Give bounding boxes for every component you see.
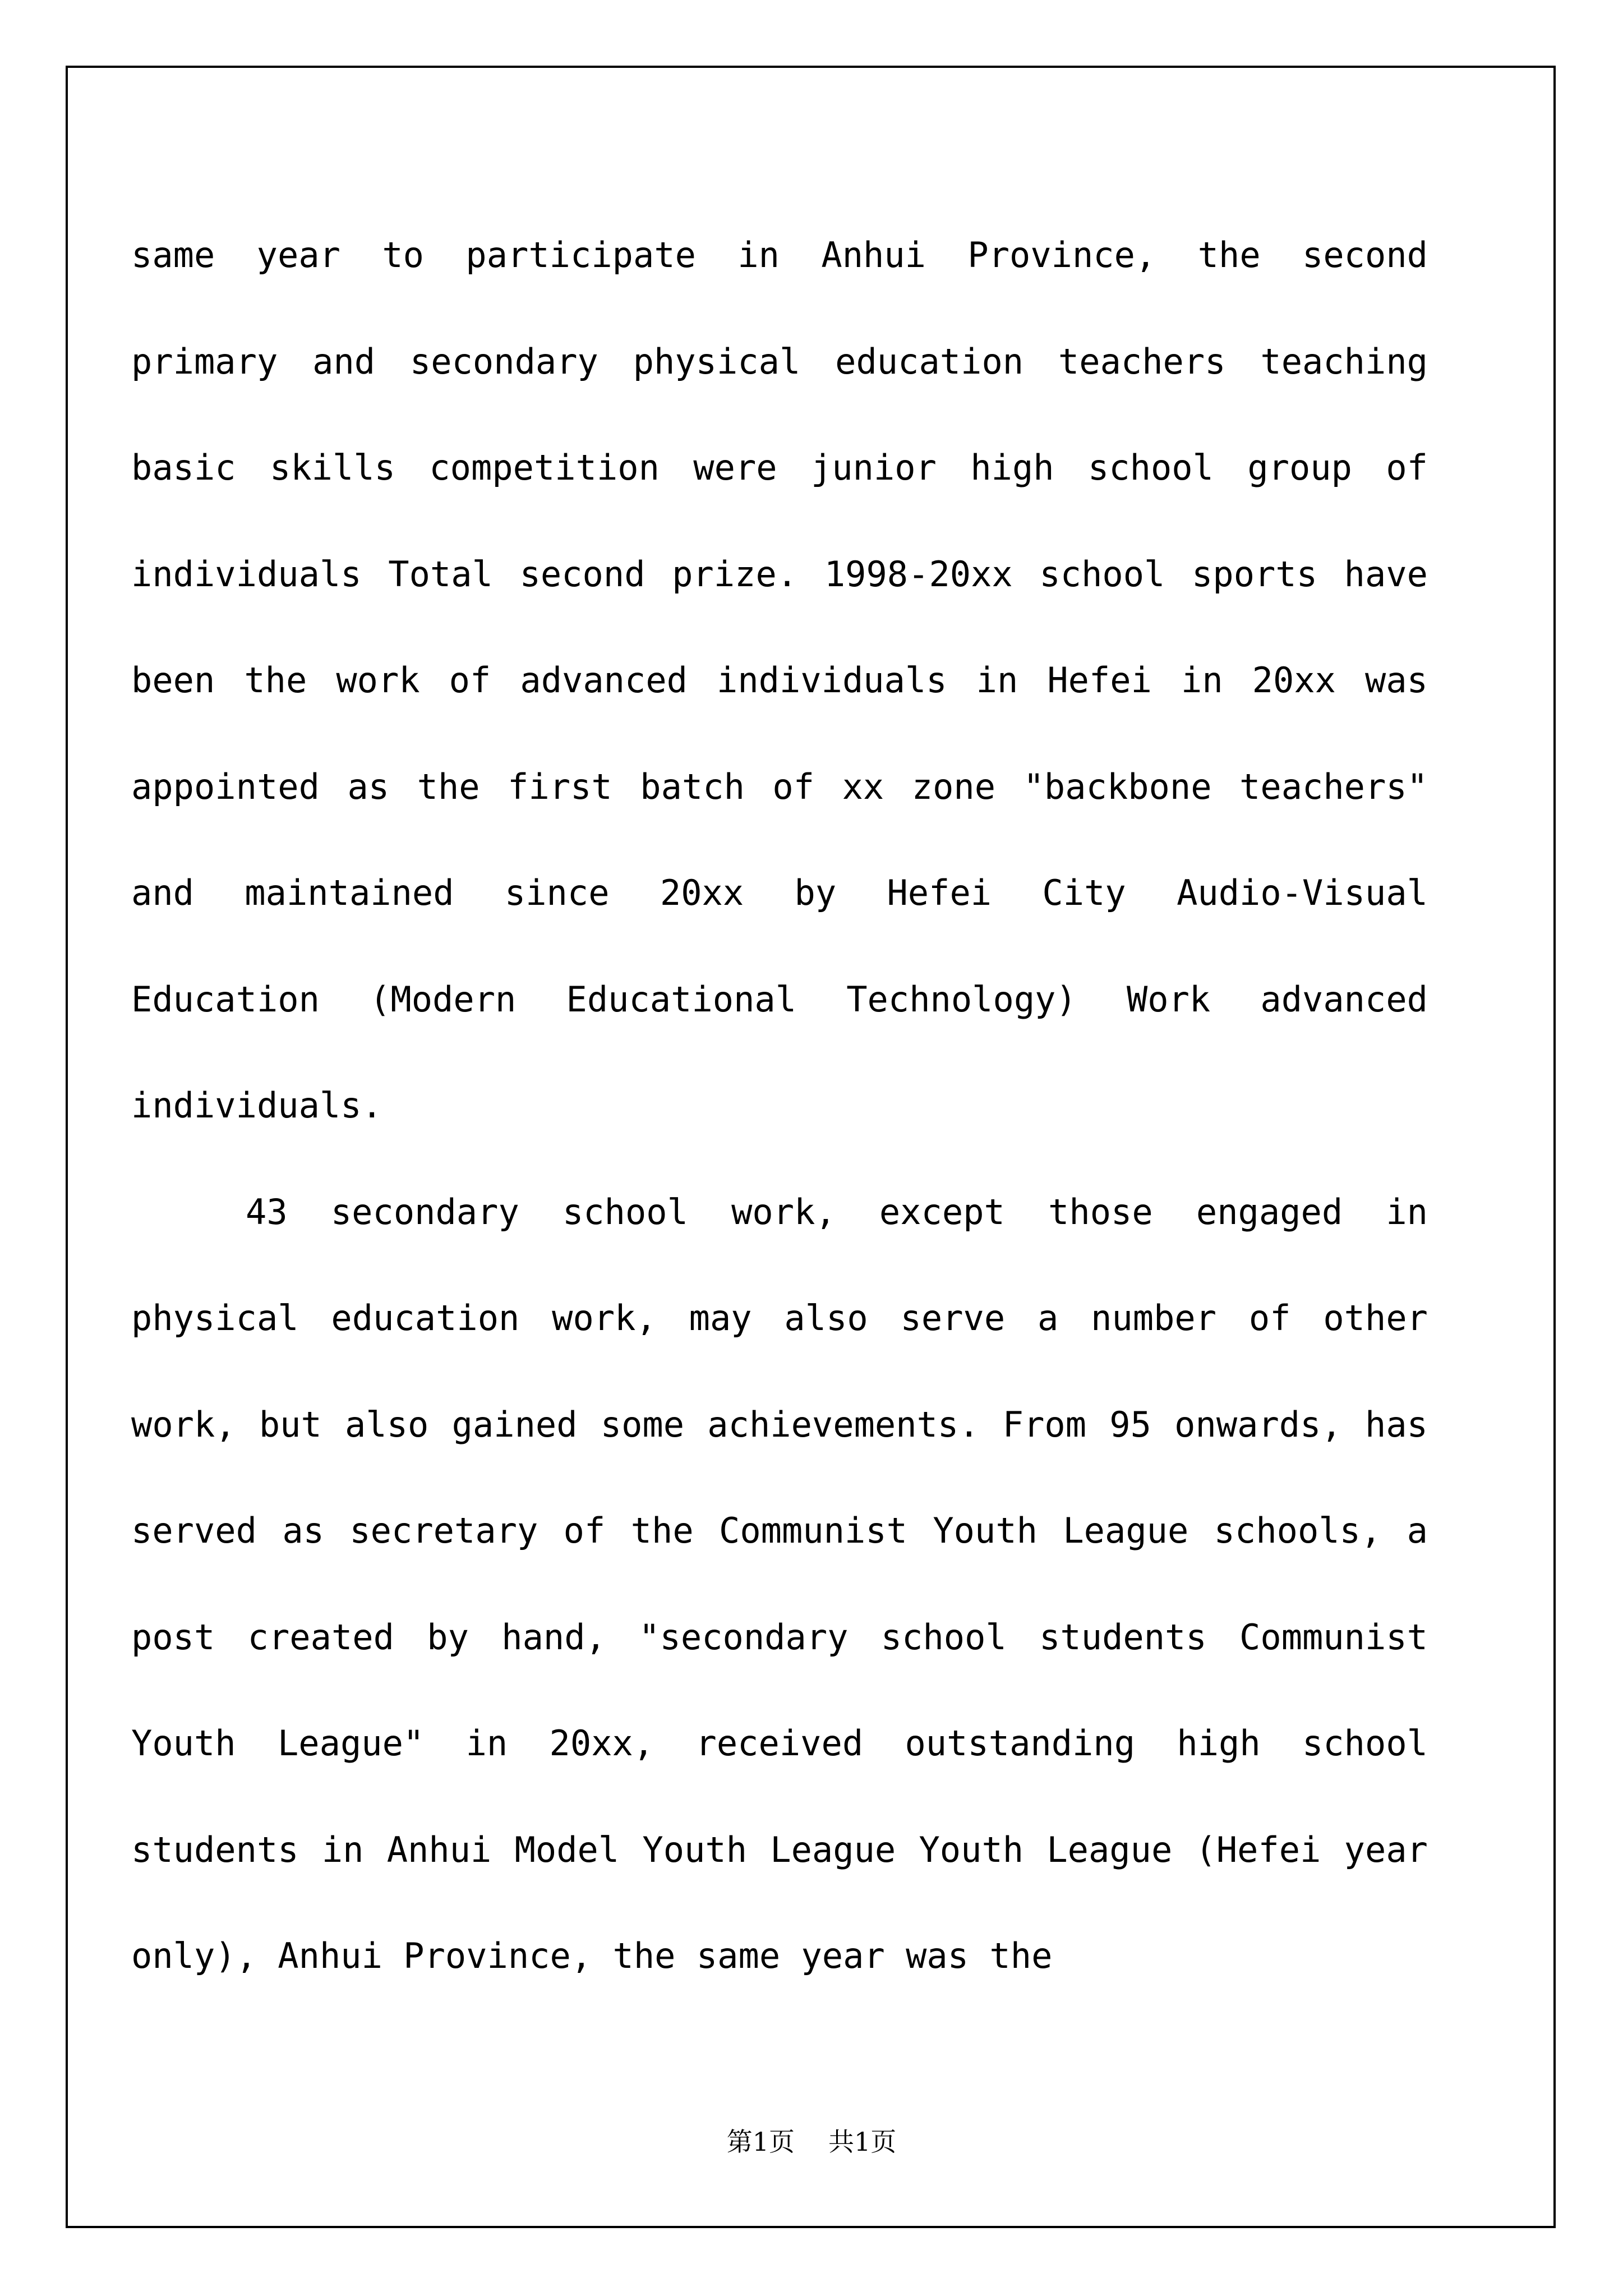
page-number: 第1页 xyxy=(726,2127,795,2157)
page-total: 共1页 xyxy=(828,2127,897,2157)
document-body xyxy=(131,202,1428,2009)
page-footer xyxy=(0,2125,1623,2159)
paragraph-2: 43 secondary school work, except those engaged in physical education work, may also serve a number of other work, but also gained some achievements. From 95 onwards, has served as secretary of the Communist Youth League schools, a post created by hand, "secondary school students Communist Youth League" in 20xx, received outstanding high school students in Anhui Model Youth League Youth League (Hefei year only), Anhui Province, the same year was the xyxy=(131,1191,1428,1976)
paragraph-1: same year to participate in Anhui Province, the second primary and secondary physical education teachers teaching basic skills competition were junior high school group of individuals Total second prize. 1998-20xx school sports have been the work of advanced individuals in Hefei in 20xx was appointed as the first batch of xx zone "backbone teachers" and maintained since 20xx by Hefei City Audio-Visual Education (Modern Educational Technology) Work advanced individuals. xyxy=(131,234,1428,1126)
